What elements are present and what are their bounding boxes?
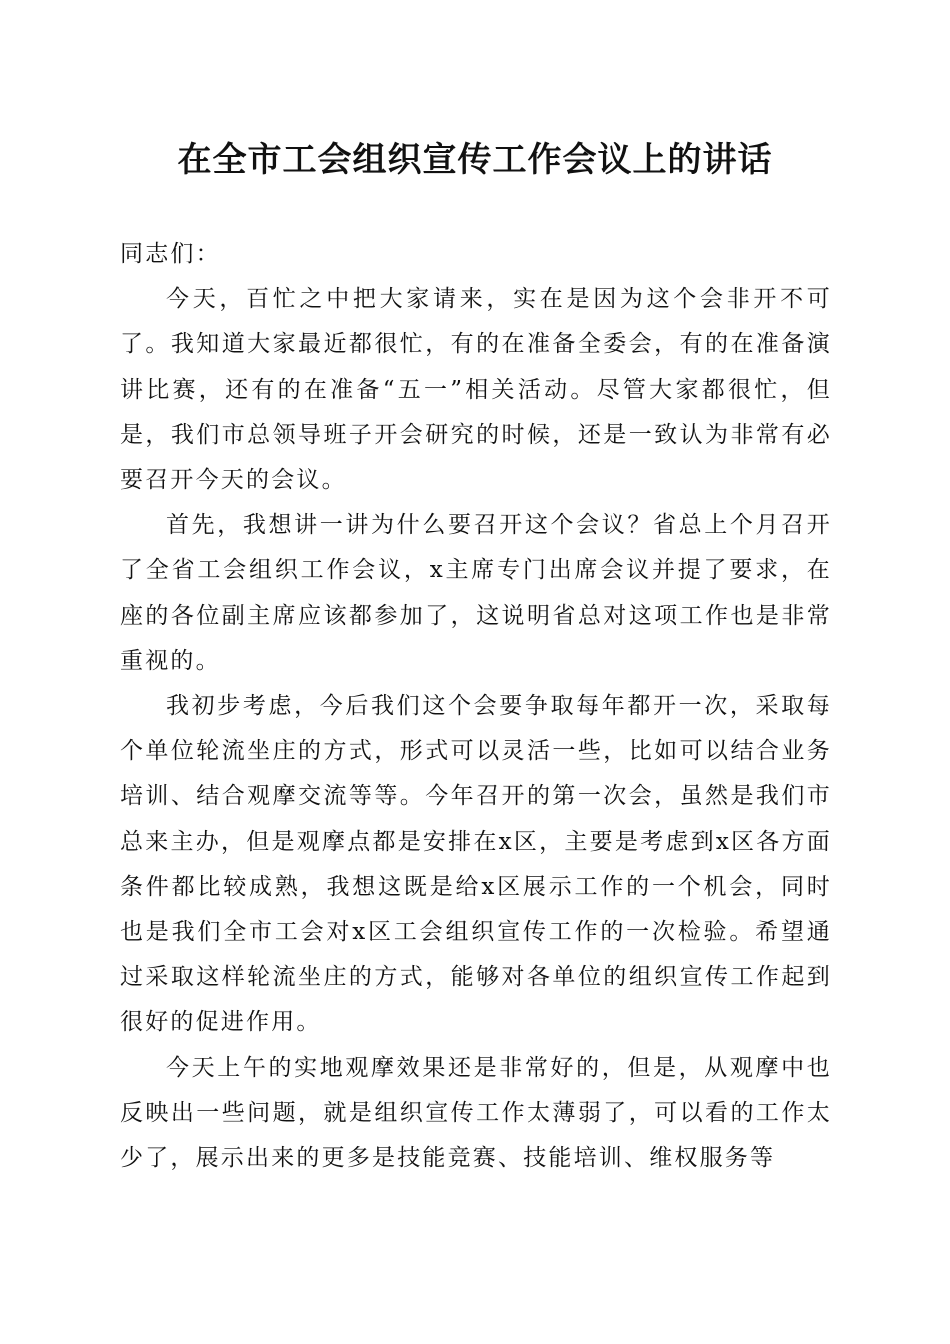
document-title: 在全市工会组织宣传工作会议上的讲话 (177, 140, 773, 180)
paragraph: 今天，百忙之中把大家请来，实在是因为这个会非开不可了。我知道大家最近都很忙，有的在准备全委会，有的在准备演讲比赛，还有的在准备“五一”相关活动。尽管大家都很忙，但是，我们市总领导班子开会研究的时候，还是一致认为非常有必要召开今天的会议。 (120, 286, 832, 494)
greeting: 同志们： (120, 241, 221, 267)
paragraph: 我初步考虑，今后我们这个会要争取每年都开一次，采取每个单位轮流坐庄的方式，形式可以灵活一些，比如可以结合业务培训、结合观摩交流等等。今年召开的第一次会，虽然是我们市总来主办，但是观摩点都是安排在x区，主要是考虑到x区各方面条件都比较成熟，我想这既是给x区展示工作的一个机会，同时也是我们全市工会对x区工会组织宣传工作的一次检验。希望通过采取这样轮流坐庄的方式，能够对各单位的组织宣传工作起到很好的促进作用。 (120, 693, 832, 1036)
document-body (120, 232, 832, 1181)
paragraph: 首先，我想讲一讲为什么要召开这个会议？省总上个月召开了全省工会组织工作会议，x主席专门出席会议并提了要求，在座的各位副主席应该都参加了，这说明省总对这项工作也是非常重视的。 (120, 512, 832, 674)
paragraph: 今天上午的实地观摩效果还是非常好的，但是，从观摩中也反映出一些问题，就是组织宣传工作太薄弱了，可以看的工作太少了，展示出来的更多是技能竞赛、技能培训、维权服务等 (120, 1054, 832, 1172)
